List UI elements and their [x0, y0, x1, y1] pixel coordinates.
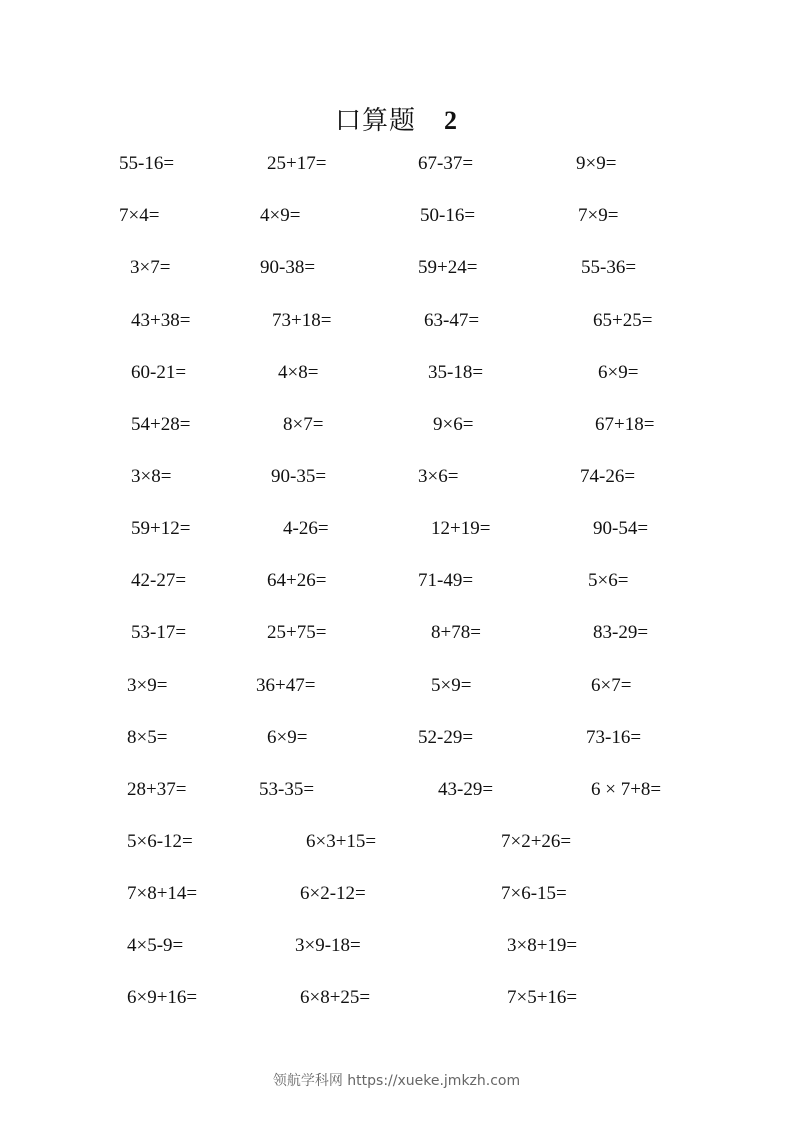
math-problem: 7×5+16= — [507, 987, 578, 1008]
math-problem: 59+24= — [418, 257, 478, 278]
math-problem: 6×8+25= — [300, 987, 371, 1008]
math-problem: 35-18= — [428, 362, 484, 383]
math-problem: 74-26= — [580, 466, 636, 487]
math-problem: 59+12= — [131, 518, 191, 539]
title-number: 2 — [444, 106, 458, 135]
math-problem: 53-17= — [131, 622, 187, 643]
math-problem: 6×9= — [598, 362, 639, 383]
math-problem: 43+38= — [131, 310, 191, 331]
math-problem: 3×9= — [127, 675, 168, 696]
math-problem: 6 × 7+8= — [591, 779, 662, 800]
math-problem: 3×8+19= — [507, 935, 578, 956]
math-problem: 73-16= — [586, 727, 642, 748]
math-problem: 53-35= — [259, 779, 315, 800]
math-problem: 73+18= — [272, 310, 332, 331]
math-problem: 90-38= — [260, 257, 316, 278]
math-problem: 8×7= — [283, 414, 324, 435]
math-problem: 4×8= — [278, 362, 319, 383]
math-problem: 28+37= — [127, 779, 187, 800]
math-problem: 7×8+14= — [127, 883, 198, 904]
footer-watermark: 领航学科网 https://xueke.jmkzh.com — [272, 1073, 521, 1089]
math-problem: 6×9= — [267, 727, 308, 748]
page-title — [0, 100, 793, 137]
math-problem: 65+25= — [593, 310, 653, 331]
math-problem: 12+19= — [431, 518, 491, 539]
math-problem: 54+28= — [131, 414, 191, 435]
math-problem: 7×6-15= — [501, 883, 567, 904]
math-problem: 83-29= — [593, 622, 649, 643]
math-problem: 6×7= — [591, 675, 632, 696]
math-problem: 55-16= — [119, 153, 175, 174]
math-problem: 64+26= — [267, 570, 327, 591]
math-problem: 36+47= — [256, 675, 316, 696]
math-problem: 42-27= — [131, 570, 187, 591]
math-problem: 52-29= — [418, 727, 474, 748]
math-problem: 3×9-18= — [295, 935, 361, 956]
math-problem: 5×6= — [588, 570, 629, 591]
math-problem: 55-36= — [581, 257, 637, 278]
math-problem: 60-21= — [131, 362, 187, 383]
math-problem: 90-35= — [271, 466, 327, 487]
math-problem: 6×3+15= — [306, 831, 377, 852]
math-problem: 4×9= — [260, 205, 301, 226]
math-problem: 3×6= — [418, 466, 459, 487]
math-problem: 50-16= — [420, 205, 476, 226]
math-problem: 5×9= — [431, 675, 472, 696]
math-problem: 8×5= — [127, 727, 168, 748]
math-problem: 43-29= — [438, 779, 494, 800]
math-problem: 9×6= — [433, 414, 474, 435]
math-problem: 67-37= — [418, 153, 474, 174]
math-problem: 4-26= — [283, 518, 329, 539]
math-problem: 63-47= — [424, 310, 480, 331]
math-problem: 90-54= — [593, 518, 649, 539]
title-text: 口算题 — [334, 106, 416, 136]
math-problem: 67+18= — [595, 414, 655, 435]
math-problem: 7×9= — [578, 205, 619, 226]
math-problem: 3×8= — [131, 466, 172, 487]
math-problem: 71-49= — [418, 570, 474, 591]
math-problem: 7×2+26= — [501, 831, 572, 852]
math-problem: 9×9= — [576, 153, 617, 174]
math-problem: 4×5-9= — [127, 935, 184, 956]
math-problem: 5×6-12= — [127, 831, 193, 852]
math-problem: 3×7= — [130, 257, 171, 278]
math-problem: 25+17= — [267, 153, 327, 174]
math-problem: 25+75= — [267, 622, 327, 643]
math-problem: 7×4= — [119, 205, 160, 226]
math-problem: 8+78= — [431, 622, 481, 643]
math-problem: 6×9+16= — [127, 987, 198, 1008]
math-problem: 6×2-12= — [300, 883, 366, 904]
